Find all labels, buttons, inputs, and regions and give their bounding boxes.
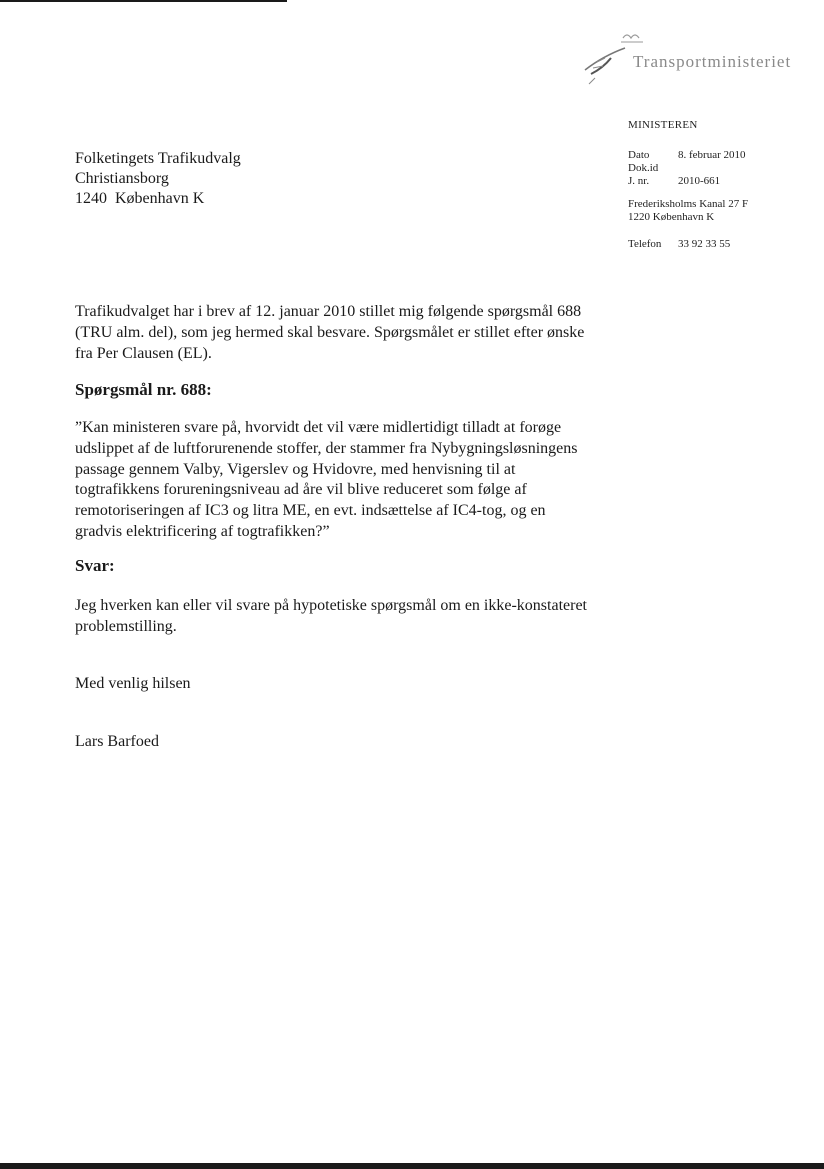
recipient-line: Folketingets Trafikudvalg [75,150,241,167]
sender-phone [628,238,730,251]
meta-label: J. nr. [628,175,650,187]
recipient-address [75,149,241,209]
signature-name: Lars Barfoed [75,733,159,750]
sender-heading: MINISTEREN [628,119,698,131]
scan-border-bottom [0,1163,824,1169]
meta-row-journal [628,175,746,188]
recipient-line: 1240 København K [75,190,205,207]
meta-label: Dok.id [628,162,659,174]
logo-wordmark: Transportministeriet [633,52,792,71]
intro-paragraph: Trafikudvalget har i brev af 12. januar 2010 stillet mig følgende spørgsmål 688 (TRU alm. del), som jeg hermed skal besvare. Spørgsmålet er stillet efter ønske fra Per Clausen (EL). [75,303,585,362]
meta-row-docid [628,162,746,175]
meta-value: 8. februar 2010 [678,149,746,161]
recipient-line: Christiansborg [75,170,169,187]
sender-address [628,198,748,224]
meta-row-date [628,149,746,162]
meta-label: Dato [628,149,650,161]
answer-heading: Svar: [75,556,115,575]
phone-label: Telefon [628,238,662,250]
address-line: Frederiksholms Kanal 27 F [628,198,749,210]
meta-value: 2010-661 [678,175,721,187]
question-paragraph: ”Kan ministeren svare på, hvorvidt det vil være midlertidigt tilladt at forøge udslippet af de luftforurenende stoffer, der stammer fra Nybygningsløsningens passage gennem Valby, Vigerslev og Hvidovre, med henvisning til at togtrafikkens forureningsniveau ad åre vil blive reduceret som følge af remotoriseringen af IC3 og litra ME, en evt. indsættelse af IC4-tog, og en gradvis elektrificering af togtrafikken?” [75,419,578,540]
document-meta [628,149,746,188]
address-line: 1220 København K [628,211,715,223]
phone-value: 33 92 33 55 [678,238,731,250]
scan-border-top [0,0,287,2]
answer-paragraph: Jeg hverken kan eller vil svare på hypotetiske spørgsmål om en ikke-konstateret problemstilling. [75,597,587,635]
closing-salutation: Med venlig hilsen [75,675,191,692]
question-heading: Spørgsmål nr. 688: [75,380,212,399]
ministry-logo [575,28,815,98]
